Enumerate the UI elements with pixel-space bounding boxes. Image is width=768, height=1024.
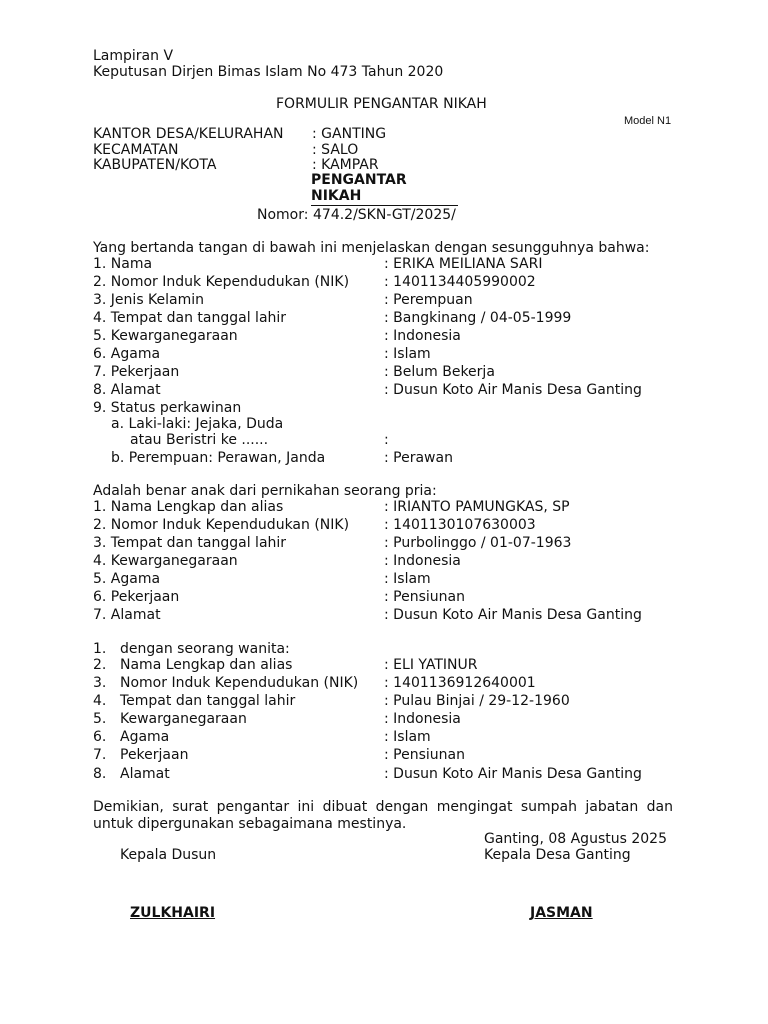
subject-jk-value: : Perempuan [384,292,473,308]
mother-nik-label: Nomor Induk Kependudukan (NIK) [120,675,359,691]
subject-nik-value: : 1401134405990002 [384,274,536,290]
mother-nama-value: : ELI YATINUR [384,657,478,673]
mother-warga-label: Kewarganegaraan [120,711,247,727]
subject-jk-label: 3. Jenis Kelamin [93,292,205,308]
mother-agama-value: : Islam [384,729,431,745]
subject-ttl-value: : Bangkinang / 04-05-1999 [384,310,572,326]
father-nama-value: : IRIANTO PAMUNGKAS, SP [384,499,570,515]
subject-warga-value: : Indonesia [384,328,461,344]
mother-num-5: 5. [93,711,107,727]
father-warga-value: : Indonesia [384,553,461,569]
mother-intro-text: dengan seorang wanita: [120,641,290,657]
nomor-value: 474.2/SKN-GT/2025/ [313,207,456,223]
subject-status-b-label: b. Perempuan: Perawan, Janda [111,450,326,466]
subject-status-label: 9. Status perkawinan [93,400,242,416]
mother-num-1: 1. [93,641,107,657]
kecamatan-label: KECAMATAN [93,142,179,158]
mother-ttl-value: : Pulau Binjai / 29-12-1960 [384,693,570,709]
mother-nama-label: Nama Lengkap dan alias [120,657,293,673]
subject-status-a-value: : [384,432,389,448]
mother-num-4: 4. [93,693,107,709]
keputusan-text: Keputusan Dirjen Bimas Islam No 473 Tahun 2020 [93,64,444,80]
kabupaten-value: : KAMPAR [312,157,379,173]
closing-paragraph: Demikian, surat pengantar ini dibuat dengan mengingat sumpah jabatan dan untuk dipergunakan sebagaimana mestinya. [93,799,673,832]
mother-num-6: 6. [93,729,107,745]
mother-num-3: 3. [93,675,107,691]
mother-nik-value: : 1401136912640001 [384,675,536,691]
father-kerja-label: 6. Pekerjaan [93,589,180,605]
subject-kerja-label: 7. Pekerjaan [93,364,180,380]
father-kerja-value: : Pensiunan [384,589,465,605]
lampiran-text: Lampiran V [93,48,174,64]
subject-agama-value: : Islam [384,346,431,362]
father-nik-value: : 1401130107630003 [384,517,536,533]
subject-status-a-line1: a. Laki-laki: Jejaka, Duda [111,416,284,432]
mother-kerja-label: Pekerjaan [120,747,189,763]
nomor-label: Nomor: [257,207,309,223]
father-ttl-value: : Purbolinggo / 01-07-1963 [384,535,572,551]
mother-agama-label: Agama [120,729,170,745]
letter-title-line1: PENGANTAR [311,172,407,188]
father-alamat-label: 7. Alamat [93,607,161,623]
father-intro-text: Adalah benar anak dari pernikahan seorang pria: [93,483,437,499]
subject-alamat-value: : Dusun Koto Air Manis Desa Ganting [384,382,642,398]
subject-ttl-label: 4. Tempat dan tanggal lahir [93,310,287,326]
subject-status-b-value: : Perawan [384,450,453,466]
father-alamat-value: : Dusun Koto Air Manis Desa Ganting [384,607,642,623]
mother-num-8: 8. [93,766,107,782]
kantor-desa-value: : GANTING [312,126,387,142]
model-label: Model N1 [624,115,672,127]
kecamatan-value: : SALO [312,142,359,158]
mother-num-7: 7. [93,747,107,763]
father-nama-label: 1. Nama Lengkap dan alias [93,499,284,515]
subject-nama-label: 1. Nama [93,256,153,272]
subject-warga-label: 5. Kewarganegaraan [93,328,238,344]
intro-text: Yang bertanda tangan di bawah ini menjelaskan dengan sesungguhnya bahwa: [93,240,650,256]
father-warga-label: 4. Kewarganegaraan [93,553,238,569]
subject-nama-value: : ERIKA MEILIANA SARI [384,256,543,272]
subject-agama-label: 6. Agama [93,346,161,362]
kepala-dusun-title: Kepala Dusun [120,847,217,863]
letter-title-line2: NIKAH [311,188,362,204]
mother-alamat-label: Alamat [120,766,170,782]
mother-num-2: 2. [93,657,107,673]
kepala-dusun-name: ZULKHAIRI [130,905,216,921]
kabupaten-label: KABUPATEN/KOTA [93,157,217,173]
mother-kerja-value: : Pensiunan [384,747,465,763]
subject-nik-label: 2. Nomor Induk Kependudukan (NIK) [93,274,350,290]
kantor-desa-label: KANTOR DESA/KELURAHAN [93,126,284,142]
form-title: FORMULIR PENGANTAR NIKAH [276,96,487,112]
father-ttl-label: 3. Tempat dan tanggal lahir [93,535,287,551]
subject-kerja-value: : Belum Bekerja [384,364,495,380]
mother-ttl-label: Tempat dan tanggal lahir [120,693,296,709]
kepala-desa-title: Kepala Desa Ganting [484,847,631,863]
subject-alamat-label: 8. Alamat [93,382,161,398]
kepala-desa-name: JASMAN [530,905,593,921]
mother-alamat-value: : Dusun Koto Air Manis Desa Ganting [384,766,642,782]
father-agama-value: : Islam [384,571,431,587]
place-date: Ganting, 08 Agustus 2025 [484,831,667,847]
father-nik-label: 2. Nomor Induk Kependudukan (NIK) [93,517,350,533]
father-agama-label: 5. Agama [93,571,161,587]
subject-status-a-line2: atau Beristri ke ...... [130,432,269,448]
mother-warga-value: : Indonesia [384,711,461,727]
